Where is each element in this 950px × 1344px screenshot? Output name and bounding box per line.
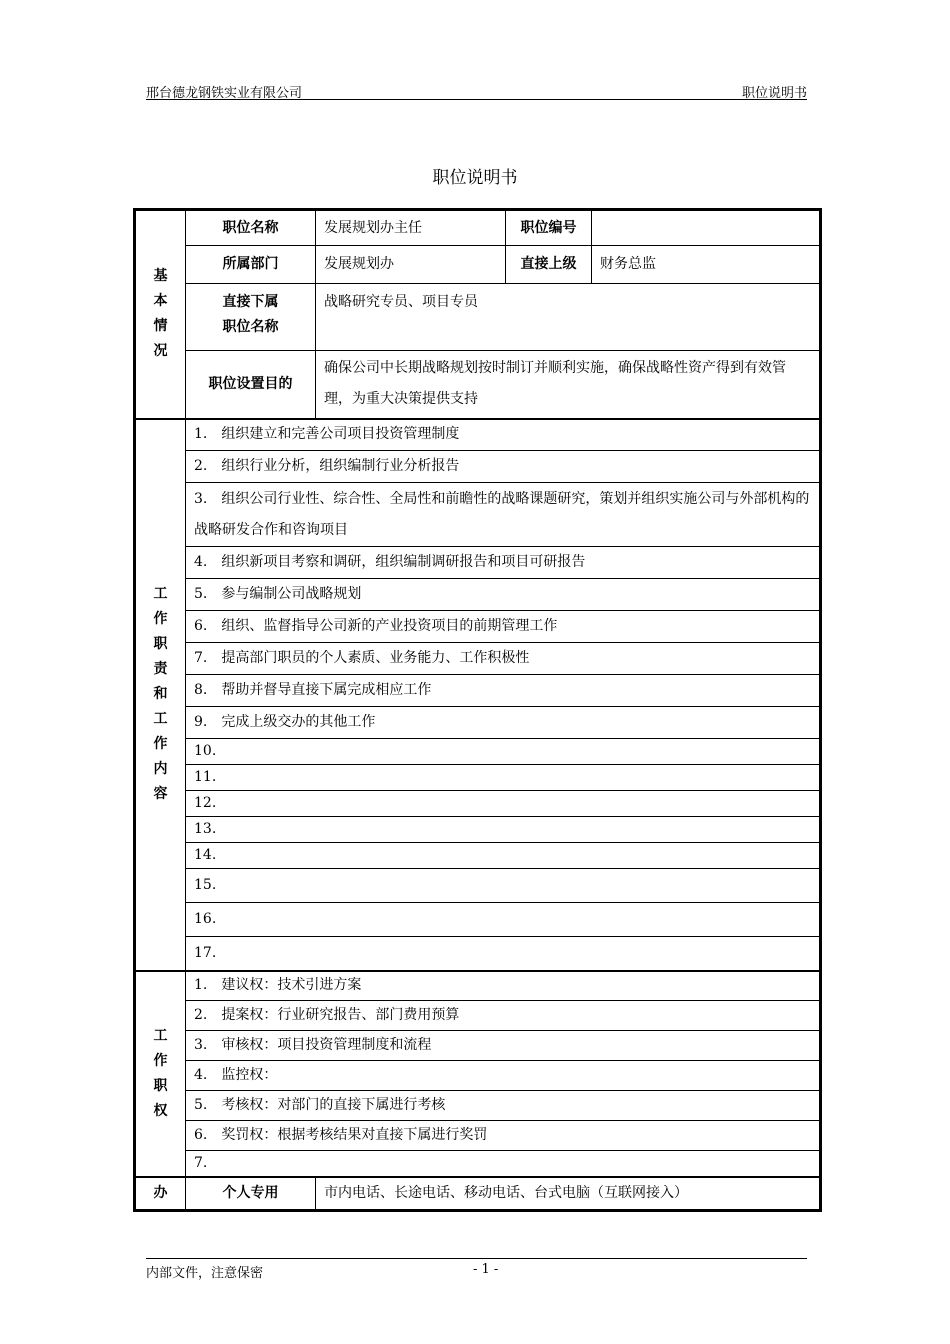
department-value: 发展规划办 [316, 246, 506, 284]
header-divider [146, 99, 807, 100]
section-office-label: 办 [135, 1177, 186, 1210]
footer-note: 内部文件，注意保密 [146, 1266, 264, 1281]
duty-item: 4. 组织新项目考察和调研，组织编制调研报告和项目可研报告 [186, 547, 821, 579]
position-code-value [592, 210, 821, 246]
duty-item: 2. 组织行业分析，组织编制行业分析报告 [186, 451, 821, 483]
duty-item: 16. [186, 903, 821, 937]
section-basic-label: 基 本 情 况 [135, 210, 186, 419]
superior-value: 财务总监 [592, 246, 821, 284]
section-authority-label: 工 作 职 权 [135, 971, 186, 1178]
personal-use-label: 个人专用 [186, 1177, 316, 1210]
job-description-table [133, 208, 822, 1212]
header-doc-type: 职位说明书 [741, 86, 807, 101]
duty-item: 8. 帮助并督导直接下属完成相应工作 [186, 675, 821, 707]
authority-item: 1. 建议权：技术引进方案 [186, 971, 821, 1001]
duty-item: 5. 参与编制公司战略规划 [186, 579, 821, 611]
page-number: - 1 - [473, 1262, 499, 1277]
authority-item: 6. 奖罚权：根据考核结果对直接下属进行奖罚 [186, 1121, 821, 1151]
footer-divider [146, 1258, 807, 1259]
department-label: 所属部门 [186, 246, 316, 284]
duty-item: 12. [186, 791, 821, 817]
purpose-label: 职位设置目的 [186, 351, 316, 419]
duty-item: 17. [186, 937, 821, 971]
position-code-label: 职位编号 [506, 210, 592, 246]
personal-use-value: 市内电话、长途电话、移动电话、台式电脑（互联网接入） [316, 1177, 821, 1210]
duty-item: 9. 完成上级交办的其他工作 [186, 707, 821, 739]
subordinates-label: 直接下属 职位名称 [186, 284, 316, 351]
purpose-value: 确保公司中长期战略规划按时制订并顺利实施，确保战略性资产得到有效管理，为重大决策提供支持 [316, 351, 821, 419]
duty-item: 1. 组织建立和完善公司项目投资管理制度 [186, 419, 821, 451]
duty-item: 6. 组织、监督指导公司新的产业投资项目的前期管理工作 [186, 611, 821, 643]
duty-item: 3. 组织公司行业性、综合性、全局性和前瞻性的战略课题研究，策划并组织实施公司与外部机构的战略研发合作和咨询项目 [186, 483, 821, 547]
duty-item: 13. [186, 817, 821, 843]
authority-item: 3. 审核权：项目投资管理制度和流程 [186, 1031, 821, 1061]
authority-item: 4. 监控权： [186, 1061, 821, 1091]
authority-item: 7. [186, 1151, 821, 1178]
duty-item: 14. [186, 843, 821, 869]
page-title: 职位说明书 [432, 168, 518, 188]
superior-label: 直接上级 [506, 246, 592, 284]
duty-item: 11. [186, 765, 821, 791]
duty-item: 15. [186, 869, 821, 903]
section-duties-label: 工 作 职 责 和 工 作 内 容 [135, 419, 186, 971]
authority-item: 2. 提案权：行业研究报告、部门费用预算 [186, 1001, 821, 1031]
duty-item: 10. [186, 739, 821, 765]
duty-item: 7. 提高部门职员的个人素质、业务能力、工作积极性 [186, 643, 821, 675]
header-company: 邢台德龙钢铁实业有限公司 [146, 86, 303, 101]
position-name-value: 发展规划办主任 [316, 210, 506, 246]
authority-item: 5. 考核权：对部门的直接下属进行考核 [186, 1091, 821, 1121]
subordinates-value: 战略研究专员、项目专员 [316, 284, 821, 351]
position-name-label: 职位名称 [186, 210, 316, 246]
